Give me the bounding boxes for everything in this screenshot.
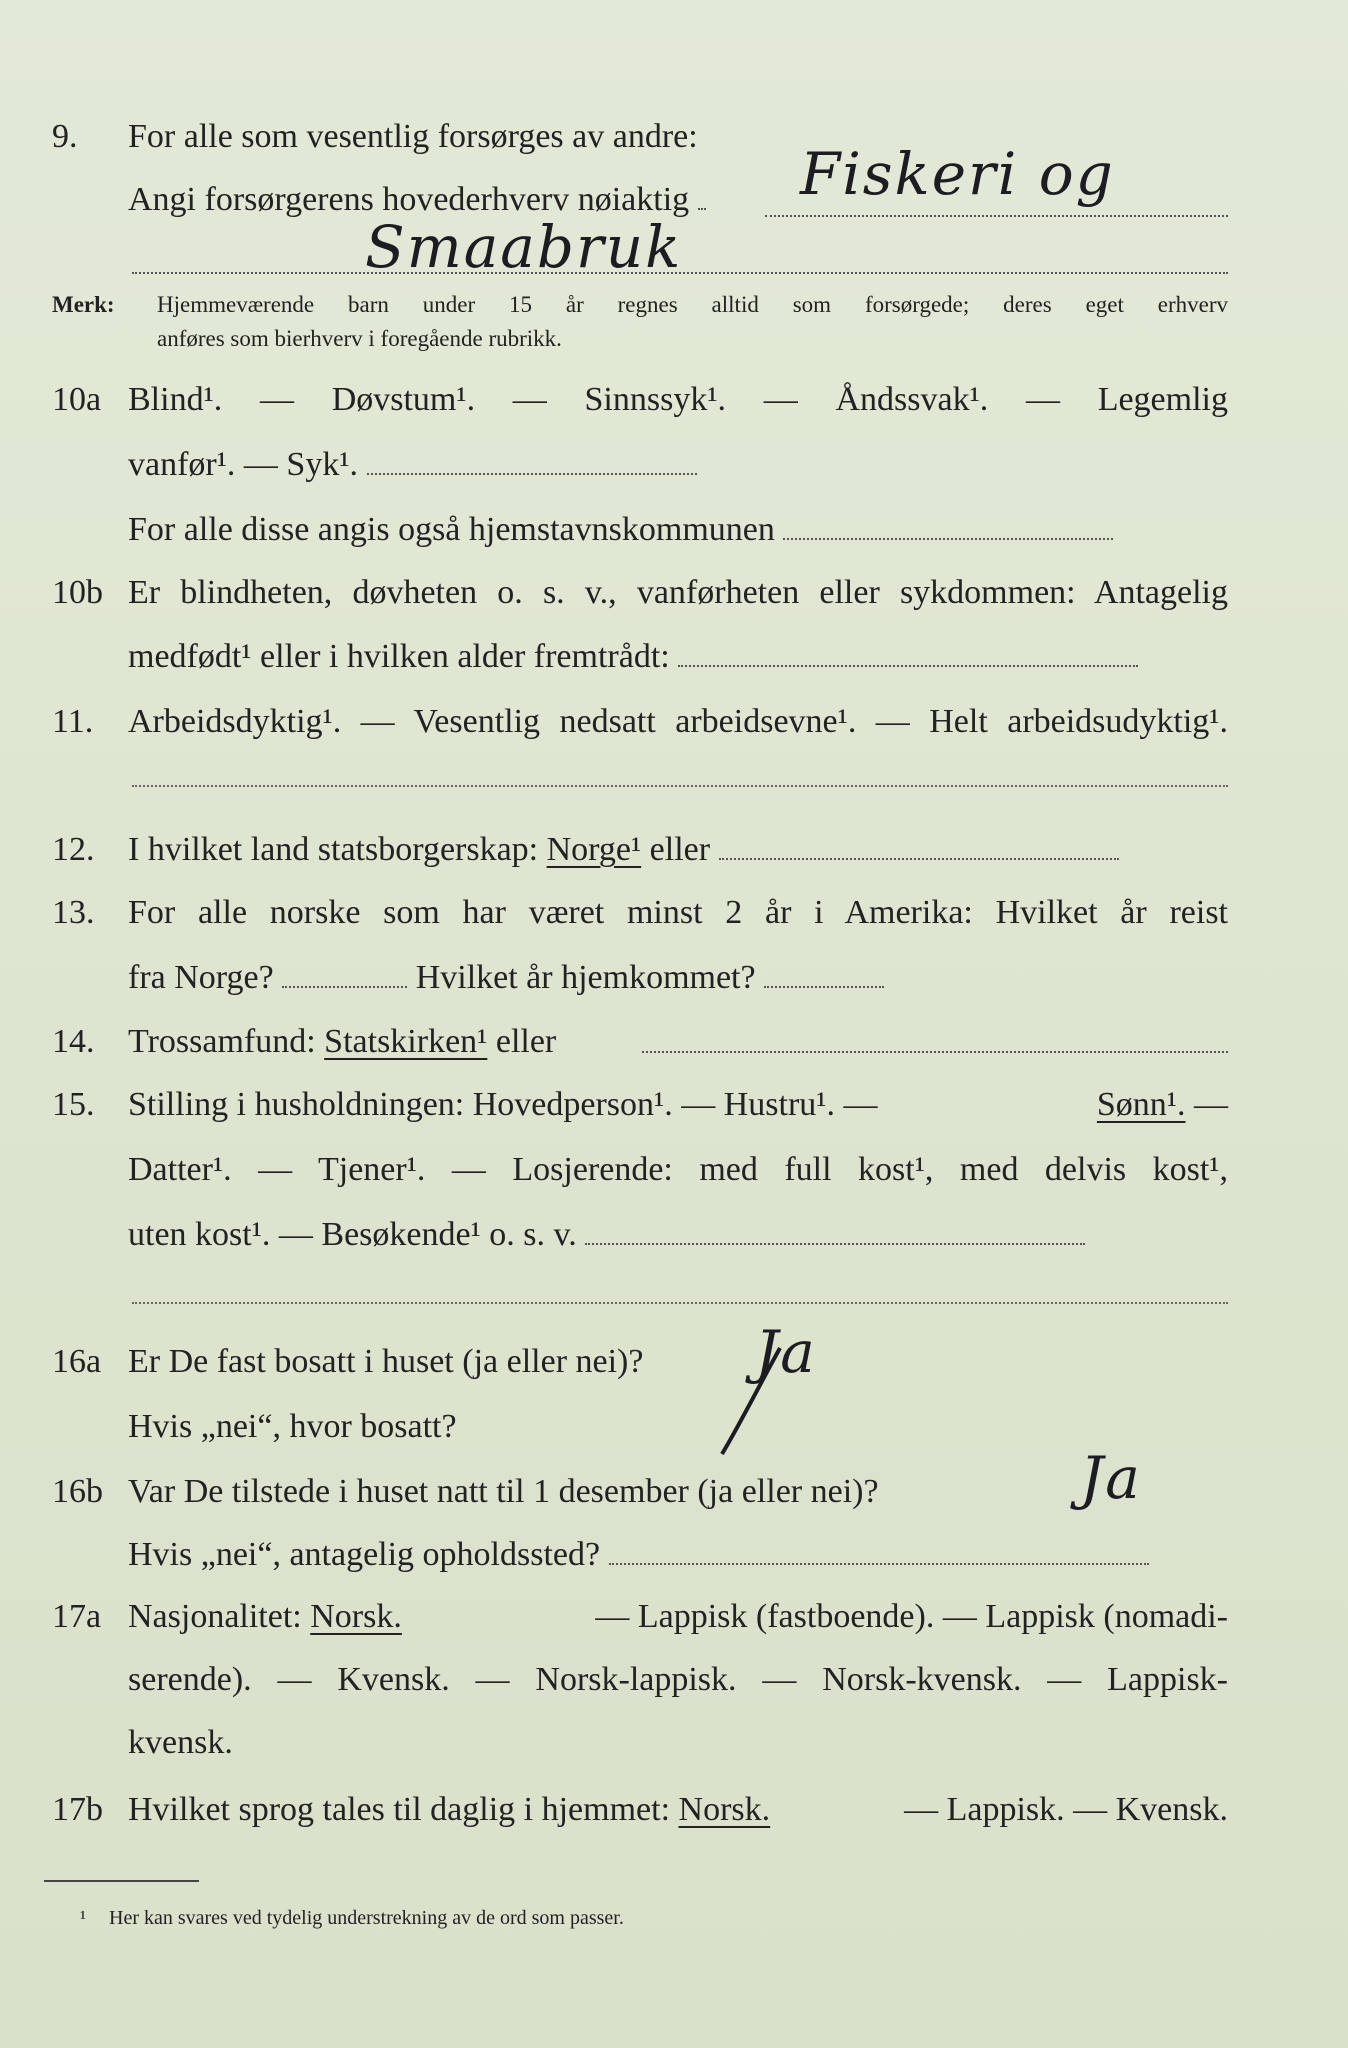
q17b-line1 [0,1785,1348,1835]
q13-fill-dots2 [764,956,884,988]
merk-text1: Hjemmeværende barn under 15 år regnes alltid som forsørgede; deres eget erhverv [157,292,1228,317]
q16a-text1: Er De fast bosatt i huset (ja eller nei)? [128,1343,644,1380]
q10a-fill-dots [367,443,697,475]
q15-sonn-underlined: Sønn¹. [1096,1086,1186,1123]
q13-fill-dots1 [282,956,407,988]
q9-handwritten-1: Fiskeri og [800,140,1115,208]
q17a-text1: — Lappisk (fastboende). — Lappisk (nomadi- [595,1598,1228,1635]
q11-line1 [0,697,1348,747]
q12-text: I hvilket land statsborgerskap: [128,831,539,868]
q15-text3: uten kost¹. — Besøkende¹ o. s. v. [128,1216,577,1253]
q17a-line3 [0,1718,1348,1768]
q12-norge-underlined: Norge¹ [546,831,642,868]
q16a-line1 [0,1318,1348,1387]
q14-number: 14. [52,1023,95,1060]
q17a-label: Nasjonalitet: [128,1598,302,1635]
q9-text2: Angi forsørgerens hovederhverv nøiaktig [128,181,690,218]
q10a-number: 10a [52,381,102,418]
q9-handwritten-2: Smaabruk [365,213,683,281]
q13-line2 [0,953,1348,1003]
q16a-text2: Hvis „nei“, hvor bosatt? [128,1408,457,1445]
q15-fill-dots [585,1213,1085,1245]
q9-answer-dots2 [132,272,1228,274]
footnote-rule [44,1880,199,1882]
q15-number: 15. [52,1086,95,1123]
q13-text2a: fra Norge? [128,959,274,996]
q17b-rest: — Lappisk. — Kvensk. [904,1791,1228,1828]
q13-text1: For alle norske som har været minst 2 år i Amerika: Hvilket år reist [128,894,1228,931]
q9-text1: For alle som vesentlig forsørges av andre: [128,118,698,155]
q10a-fill-dots2 [783,508,1113,540]
q15-answer-dots [132,1302,1228,1304]
q15-text1a: Stilling i husholdningen: Hovedperson¹. — Hustru¹. — [128,1086,878,1123]
merk-text2: anføres som bierhverv i foregående rubrikk. [157,326,562,351]
q17a-text2: serende). — Kvensk. — Norsk-lappisk. — Norsk-kvensk. — Lappisk- [128,1661,1228,1698]
q9-fill-dots [698,178,706,210]
q15-text2: Datter¹. — Tjener¹. — Losjerende: med full kost¹, med delvis kost¹, [128,1151,1228,1188]
q10b-text1: Er blindheten, døvheten o. s. v., vanførheten eller sykdommen: Antagelig [128,574,1228,611]
q15-line1 [0,1080,1348,1130]
q16b-text1: Var De tilstede i huset natt til 1 desember (ja eller nei)? [128,1473,879,1510]
q12-line1 [0,825,1348,875]
q17a-number: 17a [52,1598,102,1635]
q14-statskirken-underlined: Statskirken¹ [324,1023,488,1060]
q11-text1: Arbeidsdyktig¹. — Vesentlig nedsatt arbeidsevne¹. — Helt arbeidsudyktig¹. [128,703,1228,740]
q10a-line2 [0,440,1348,490]
q16a-handwritten: Ja [755,1318,817,1386]
q10a-text2: vanfør¹. — Syk¹. [128,446,359,483]
q14-eller: eller [495,1023,557,1060]
footnote-mark: ¹ [80,1907,86,1929]
q16b-number: 16b [52,1473,103,1510]
q16a-slash-mark [700,1344,790,1464]
q16b-fill-dots [609,1533,1149,1565]
q15-line3 [0,1210,1348,1260]
q16b-line2 [0,1530,1348,1580]
q17b-number: 17b [52,1791,103,1828]
q16b-handwritten: Ja [1080,1444,1142,1512]
q17a-text3: kvensk. [128,1724,233,1761]
q17b-text: Hvilket sprog tales til daglig i hjemmet: [128,1791,671,1828]
q17b-norsk-underlined: Norsk. [678,1791,771,1828]
q17a-line1 [0,1592,1348,1642]
q16b-text2: Hvis „nei“, antagelig opholdssted? [128,1536,601,1573]
q17a-norsk-underlined: Norsk. [310,1598,402,1635]
q10b-fill-dots [678,635,1138,667]
q13-number: 13. [52,894,95,931]
q13-text2b: Hvilket år hjemkommet? [415,959,756,996]
q12-number: 12. [52,831,95,868]
q13-line1 [0,888,1348,938]
q12-eller: eller [649,831,711,868]
q10a-text3: For alle disse angis også hjemstavnskommunen [128,511,775,548]
q11-answer-dots [132,785,1228,787]
q12-fill-dots [719,828,1119,860]
q15-dash: — [1194,1086,1228,1123]
q10a-text1: Blind¹. — Døvstum¹. — Sinnssyk¹. — Åndssvak¹. — Legemlig [128,381,1228,418]
q10a-line3 [0,505,1348,555]
q14-fill-dots [642,1051,1228,1053]
q9-number: 9. [52,118,78,155]
footnote [80,1904,624,1932]
q14-line1 [0,1017,1348,1067]
q10b-line1 [0,568,1348,618]
merk-label: Merk: [52,292,115,317]
q11-number: 11. [52,703,94,740]
q9-line1 [0,112,1348,162]
q10a-line1 [0,375,1348,425]
q16b-line1 [0,1444,1348,1517]
q17a-line2 [0,1655,1348,1705]
q16a-line2 [0,1402,1348,1452]
q10b-text2: medfødt¹ eller i hvilken alder fremtrådt: [128,638,670,675]
q10b-number: 10b [52,574,103,611]
q15-line2 [0,1145,1348,1195]
q16a-number: 16a [52,1343,102,1380]
q9-answer-dots1 [765,215,1228,217]
q9-line3 [0,213,1348,281]
merk-note [52,288,1228,358]
q14-text: Trossamfund: [128,1023,316,1060]
q10b-line2 [0,632,1348,682]
footnote-text: Her kan svares ved tydelig understrekning av de ord som passer. [109,1907,624,1929]
